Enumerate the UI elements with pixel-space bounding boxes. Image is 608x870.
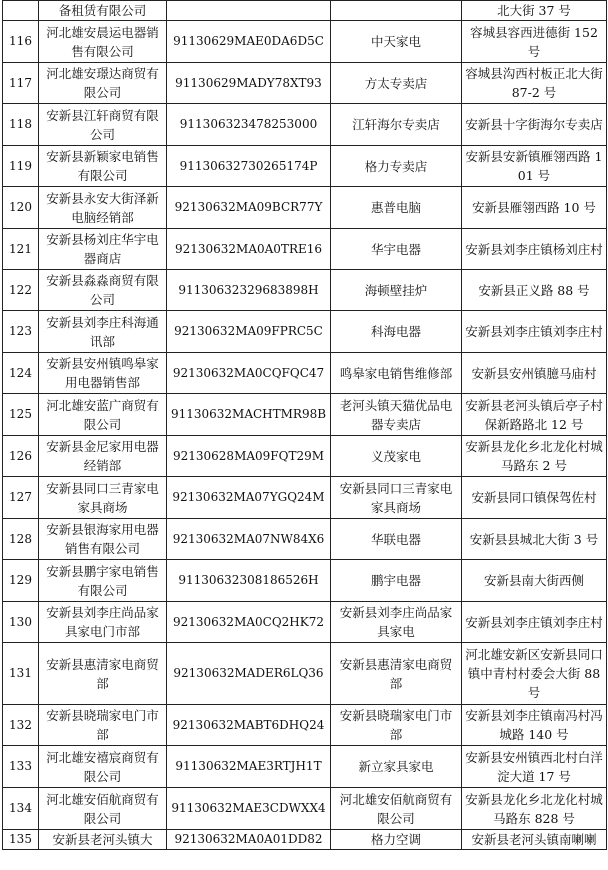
- shop-name-cell: 老河头镇天猫优品电器专卖店: [331, 394, 462, 436]
- address-cell: 容城县容西进德街 152 号: [462, 21, 607, 63]
- row-number: 125: [3, 394, 39, 436]
- address-cell: 容城县沟西村板正北大街 87-2 号: [462, 63, 607, 104]
- table-row: [3, 746, 607, 788]
- shop-name-cell: 格力专卖店: [331, 146, 462, 187]
- address-cell: 安新县正义路 88 号: [462, 270, 607, 311]
- table-row: [3, 146, 607, 187]
- credit-code-cell: 92130632MA09FPRC5C: [167, 311, 331, 353]
- row-number: 133: [3, 746, 39, 788]
- table-row: [3, 830, 607, 850]
- row-number: 119: [3, 146, 39, 187]
- company-name-cell: 安新县永安大街泽新电脑经销部: [39, 187, 167, 229]
- shop-name-cell: 惠普电脑: [331, 187, 462, 229]
- shop-name-cell: 华宇电器: [331, 229, 462, 270]
- table-row: [3, 353, 607, 394]
- row-number: 120: [3, 187, 39, 229]
- credit-code-cell: 91130632MAE3CDWXX4: [167, 788, 331, 830]
- shop-name-cell: 格力空调: [331, 830, 462, 850]
- address-cell: 安新县老河头镇后亭子村保新路路北 12 号: [462, 394, 607, 436]
- address-cell: 安新县安州镇西北村白洋淀大道 17 号: [462, 746, 607, 788]
- row-number: [3, 1, 39, 21]
- credit-code-cell: 92130632MA0CQFQC47: [167, 353, 331, 394]
- credit-code-cell: 92130632MA07YGQ24M: [167, 477, 331, 519]
- address-cell: 安新县南大街西侧: [462, 560, 607, 602]
- address-cell: 安新县刘李庄镇南冯村冯城路 140 号: [462, 705, 607, 746]
- credit-code-cell: 92130632MA0A01DD82: [167, 830, 331, 850]
- shop-name-cell: 华联电器: [331, 519, 462, 560]
- table-row: [3, 1, 607, 21]
- address-cell: 北大街 37 号: [462, 1, 607, 21]
- table-row: [3, 705, 607, 746]
- row-number: 128: [3, 519, 39, 560]
- shop-name-cell: 新立家具家电: [331, 746, 462, 788]
- address-cell: 安新县安州镇臆马庙村: [462, 353, 607, 394]
- table-row: [3, 477, 607, 519]
- row-number: 131: [3, 643, 39, 705]
- table-row: [3, 104, 607, 146]
- credit-code-cell: 92130632MA0A0TRE16: [167, 229, 331, 270]
- shop-name-cell: 鸣皋家电销售维修部: [331, 353, 462, 394]
- address-cell: 安新县刘李庄镇刘李庄村: [462, 311, 607, 353]
- shop-name-cell: 海顿壁挂炉: [331, 270, 462, 311]
- row-number: 121: [3, 229, 39, 270]
- company-name-cell: 安新县杨刘庄华宇电器商店: [39, 229, 167, 270]
- row-number: 132: [3, 705, 39, 746]
- address-cell: 安新县同口镇保驾佐村: [462, 477, 607, 519]
- company-name-cell: 安新县金尼家用电器经销部: [39, 436, 167, 477]
- company-name-cell: 河北雄安佰航商贸有限公司: [39, 788, 167, 830]
- row-number: 123: [3, 311, 39, 353]
- table-row: [3, 187, 607, 229]
- company-name-cell: 安新县新颖家电销售有限公司: [39, 146, 167, 187]
- credit-code-cell: 91130632308186526H: [167, 560, 331, 602]
- credit-code-cell: 92130632MA07NW84X6: [167, 519, 331, 560]
- company-name-cell: 安新县老河头镇大: [39, 830, 167, 850]
- credit-code-cell: 92130632MABT6DHQ24: [167, 705, 331, 746]
- address-cell: 安新县雁翎西路 10 号: [462, 187, 607, 229]
- table-row: [3, 643, 607, 705]
- merchant-table: [2, 0, 607, 850]
- company-name-cell: 备租赁有限公司: [39, 1, 167, 21]
- company-name-cell: 安新县安州镇鸣皋家用电器销售部: [39, 353, 167, 394]
- company-name-cell: 安新县鹏宇家电销售有限公司: [39, 560, 167, 602]
- shop-name-cell: 河北雄安佰航商贸有限公司: [331, 788, 462, 830]
- address-cell: 安新县县城北大街 3 号: [462, 519, 607, 560]
- shop-name-cell: 鹏宇电器: [331, 560, 462, 602]
- table-row: [3, 788, 607, 830]
- company-name-cell: 安新县淼淼商贸有限公司: [39, 270, 167, 311]
- row-number: 135: [3, 830, 39, 850]
- credit-code-cell: 91130632329683898H: [167, 270, 331, 311]
- company-name-cell: 安新县江轩商贸有限公司: [39, 104, 167, 146]
- company-name-cell: 安新县刘李庄尚品家具家电门市部: [39, 602, 167, 643]
- table-row: [3, 436, 607, 477]
- address-cell: 河北雄安新区安新县同口镇中青村村委会大街 88 号: [462, 643, 607, 705]
- table-row: [3, 21, 607, 63]
- address-cell: 安新县龙化乡北龙化村城马路东 828 号: [462, 788, 607, 830]
- table-row: [3, 270, 607, 311]
- company-name-cell: 河北雄安蓝广商贸有限公司: [39, 394, 167, 436]
- company-name-cell: 河北雄安禧宸商贸有限公司: [39, 746, 167, 788]
- shop-name-cell: 中天家电: [331, 21, 462, 63]
- table-row: [3, 63, 607, 104]
- shop-name-cell: 安新县惠清家电商贸部: [331, 643, 462, 705]
- row-number: 129: [3, 560, 39, 602]
- company-name-cell: 河北雄安晨运电器销售有限公司: [39, 21, 167, 63]
- row-number: 126: [3, 436, 39, 477]
- address-cell: 安新县龙化乡北龙化村城马路东 2 号: [462, 436, 607, 477]
- credit-code-cell: 92130632MA0CQ2HK72: [167, 602, 331, 643]
- company-name-cell: 安新县银海家用电器销售有限公司: [39, 519, 167, 560]
- table-row: [3, 560, 607, 602]
- shop-name-cell: 科海电器: [331, 311, 462, 353]
- company-name-cell: 安新县惠清家电商贸部: [39, 643, 167, 705]
- row-number: 124: [3, 353, 39, 394]
- merchant-table-body: [3, 1, 607, 850]
- row-number: 122: [3, 270, 39, 311]
- table-row: [3, 394, 607, 436]
- table-row: [3, 602, 607, 643]
- table-row: [3, 519, 607, 560]
- address-cell: 安新县刘李庄镇刘李庄村: [462, 602, 607, 643]
- row-number: 127: [3, 477, 39, 519]
- address-cell: 安新县老河头镇南喇喇: [462, 830, 607, 850]
- company-name-cell: 安新县晓瑞家电门市部: [39, 705, 167, 746]
- row-number: 118: [3, 104, 39, 146]
- shop-name-cell: 安新县晓瑞家电门市部: [331, 705, 462, 746]
- shop-name-cell: 义茂家电: [331, 436, 462, 477]
- row-number: 130: [3, 602, 39, 643]
- company-name-cell: 安新县刘李庄科海通讯部: [39, 311, 167, 353]
- shop-name-cell: 安新县同口三青家电家具商场: [331, 477, 462, 519]
- credit-code-cell: 91130629MADY78XT93: [167, 63, 331, 104]
- shop-name-cell: [331, 1, 462, 21]
- shop-name-cell: 江轩海尔专卖店: [331, 104, 462, 146]
- credit-code-cell: 91130632MACHTMR98B: [167, 394, 331, 436]
- credit-code-cell: 911306323478253000: [167, 104, 331, 146]
- company-name-cell: 安新县同口三青家电家具商场: [39, 477, 167, 519]
- address-cell: 安新县安新镇雁翎西路 101 号: [462, 146, 607, 187]
- credit-code-cell: 91130632730265174P: [167, 146, 331, 187]
- credit-code-cell: 92130628MA09FQT29M: [167, 436, 331, 477]
- credit-code-cell: 91130632MAE3RTJH1T: [167, 746, 331, 788]
- shop-name-cell: 安新县刘李庄尚品家具家电: [331, 602, 462, 643]
- credit-code-cell: [167, 1, 331, 21]
- row-number: 134: [3, 788, 39, 830]
- table-row: [3, 229, 607, 270]
- credit-code-cell: 92130632MADER6LQ36: [167, 643, 331, 705]
- row-number: 117: [3, 63, 39, 104]
- address-cell: 安新县刘李庄镇杨刘庄村: [462, 229, 607, 270]
- company-name-cell: 河北雄安璟达商贸有限公司: [39, 63, 167, 104]
- row-number: 116: [3, 21, 39, 63]
- shop-name-cell: 方太专卖店: [331, 63, 462, 104]
- table-row: [3, 311, 607, 353]
- address-cell: 安新县十字街海尔专卖店: [462, 104, 607, 146]
- credit-code-cell: 91130629MAE0DA6D5C: [167, 21, 331, 63]
- credit-code-cell: 92130632MA09BCR77Y: [167, 187, 331, 229]
